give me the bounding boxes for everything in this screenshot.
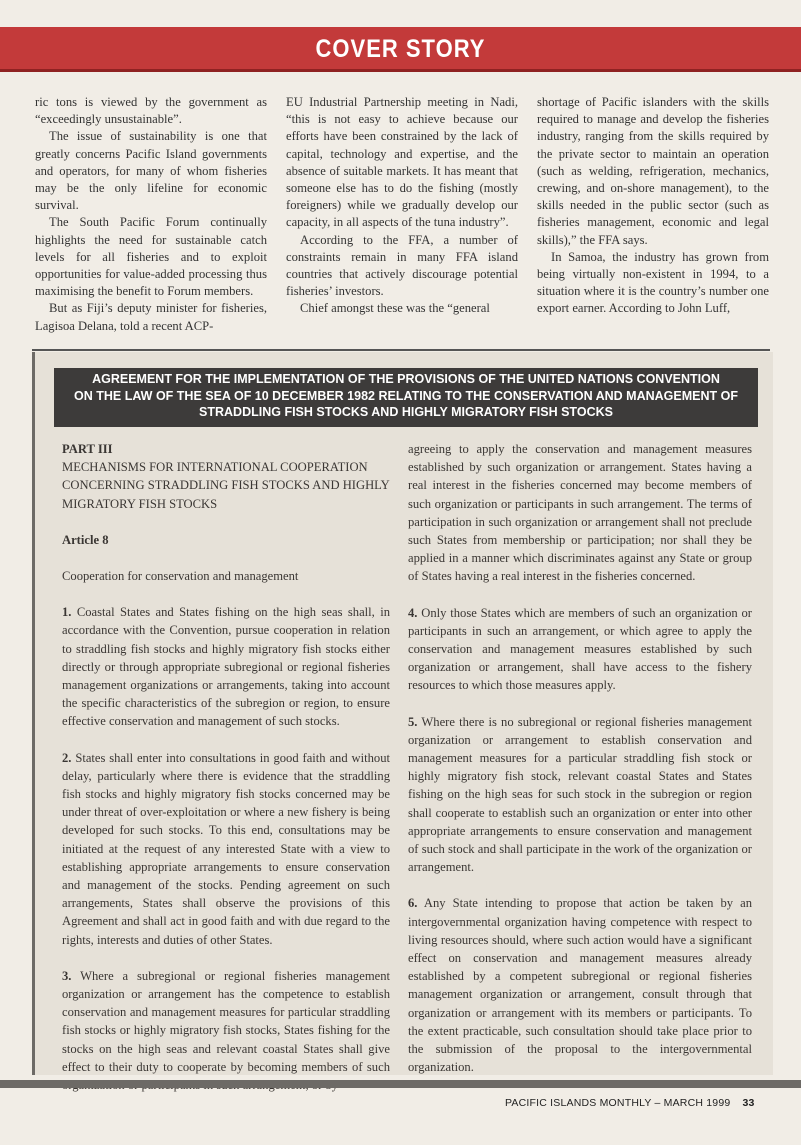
page-footer (505, 1097, 755, 1109)
bottom-band (0, 1080, 801, 1088)
section-title: COVER STORY (315, 34, 486, 63)
paragraph: But as Fiji’s deputy minister for fisheries, Lagisoa Delana, told a recent ACP- (35, 301, 267, 333)
box-heading-line: ON THE LAW OF THE SEA OF 10 DECEMBER 1982 RELATING TO THE CONSERVATION AND MANAGEMENT OF (74, 388, 738, 403)
paragraph: Chief amongst these was the “general (300, 301, 490, 316)
article-title: Cooperation for conservation and management (62, 569, 299, 584)
box-heading (54, 368, 758, 427)
paragraph: EU Industrial Partnership meeting in Nadi, “this is not easy to achieve because our efforts have been constrained by the lack of capital, technology and expertise, and the absence of suitable markets. It has meant that someone else has to do the fishing (mostly foreigners) while we gradually develop our capacity, in all aspects of the tuna industry”. (286, 95, 518, 230)
part-label: PART III (62, 442, 113, 456)
box-column-2 (408, 440, 752, 1077)
box-heading-line: AGREEMENT FOR THE IMPLEMENTATION OF THE PROVISIONS OF THE UNITED NATIONS CONVENTION (92, 372, 720, 386)
paragraph: According to the FFA, a number of constraints remain in many FFA island countries that actively discourage potential fisheries’ investors. (286, 232, 518, 299)
article-column-2 (286, 94, 518, 318)
publication-name: PACIFIC ISLANDS MONTHLY – MARCH 1999 (505, 1097, 731, 1109)
clause: 2. States shall enter into consultations in good faith and without delay, particularly where there is evidence that the straddling fish stocks and highly migratory fish stocks concerned may be under threat of over-exploitation or where a new fishery is being developed for such stocks. To this end, consultations may be initiated at the request of any interested State with a view to establishing appropriate arrangements to ensure conservation and management of the stocks. Pending agreement on such arrangements, States shall observe the provisions of this Agreement and shall act in good faith and with due regard to the rights, interests and duties of other States. (62, 750, 390, 947)
section-banner (0, 27, 801, 72)
box-heading-line: STRADDLING FISH STOCKS AND HIGHLY MIGRATORY FISH STOCKS (199, 405, 613, 419)
article-column-3 (537, 94, 769, 318)
part-title: MECHANISMS FOR INTERNATIONAL COOPERATION CONCERNING STRADDLING FISH STOCKS AND HIGHLY MIGRATORY FISH STOCKS (62, 460, 390, 511)
clause-continued: agreeing to apply the conservation and management measures established by such organization or arrangement. States having a real interest in the fisheries concerned may become members of such organization or participants in such arrangement. The terms of participation in such organization or arrangement shall not preclude such States from membership or participation; nor shall they be applied in a manner which discriminates against any State or group of States having a real interest in the fisheries concerned. (408, 442, 752, 584)
clause: 6. Any State intending to propose that action be taken by an intergovernmental organization having competence with respect to living resources should, where such action would have a significant effect on conservation and management measures already established by a competent subregional or regional fisheries management organization or arrangement, consult through that organization or arrangement with its members or participants. To the extent practicable, such consultation should take place prior to the submission of the proposal to the intergovernmental organization. (408, 896, 752, 1075)
article-label: Article 8 (62, 532, 109, 547)
divider (32, 349, 770, 351)
paragraph: The South Pacific Forum continually highlights the need for sustainable catch levels for all fisheries and to exploit opportunities for value-added processing thus maximising the benefit to Forum members. (35, 215, 267, 299)
paragraph: The issue of sustainability is one that greatly concerns Pacific Island governments and operators, for many of whom fisheries may be the only lifeline for economic survival. (35, 129, 267, 213)
page-number: 33 (742, 1097, 755, 1109)
paragraph: ric tons is viewed by the government as “exceedingly unsustainable”. (35, 95, 267, 127)
article-column-1 (35, 94, 267, 335)
clause: 3. Where a subregional or regional fisheries management organization or arrangement has the competence to establish conservation and management measures for particular straddling fish stocks or highly migratory fish stocks, States fishing for the stocks on the high seas and relevant coastal States shall give effect to their duty to cooperate by becoming members of such (62, 968, 390, 1074)
clause: 1. Coastal States and States fishing on the high seas shall, in accordance with the Convention, pursue cooperation in relation to straddling fish stocks and highly migratory fish stocks either directly or through appropriate subregional or regional fisheries management organizations or arrangements, taking into account the specific characteristics of the subregion or region, to ensure effective conservation and management of such stocks. (62, 605, 391, 729)
box-column-1 (62, 440, 390, 1094)
clause: 4. Only those States which are members of such an organization or participants in such an arrangement, or which agree to apply the conservation and management measures established by such organization or arrangement, shall have access to the fishery resources to which those measures apply. (408, 605, 752, 693)
paragraph: shortage of Pacific islanders with the skills required to manage and develop the fisheries industry, ranging from the skills required by the private sector to maintain an operation (such as welding, refrigeration, mechanics, crewing, and on-shore management), to the skills needed in the public sector (such as fisheries management, economic and legal skills),” the FFA says. (537, 95, 769, 247)
paragraph: In Samoa, the industry has grown from being virtually non-existent in 1994, to a situation where it is the country’s number one export earner. According to John Luff, (537, 249, 769, 316)
clause: 5. Where there is no subregional or regional fisheries management organization or arrangement to establish conservation and management measures for a particular straddling fish stock or highly migratory fish stock, relevant coastal States and States fishing on the high seas for such stock in the subregion or region shall cooperate to establish such an organization or enter into other appropriate arrangements to ensure conservation and management of such stock and shall participate in the work of the organization or arrangement. (408, 714, 753, 875)
